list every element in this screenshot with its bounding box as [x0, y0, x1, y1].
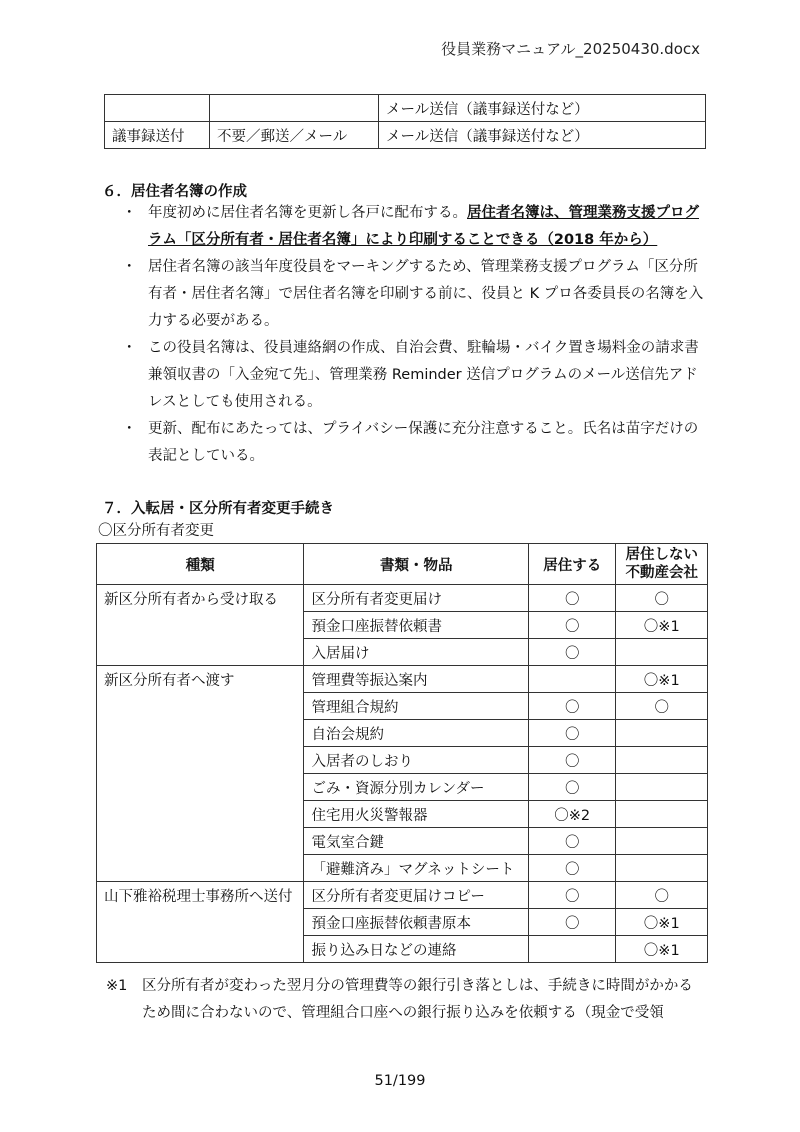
table-cell: 〇 [616, 585, 708, 612]
table-cell: 議事録送付 [105, 122, 210, 149]
table-cell: 〇※2 [528, 801, 616, 828]
table-cell [616, 639, 708, 666]
table-row [97, 612, 708, 639]
header-line: 不動産会社 [625, 565, 698, 581]
category-cell [97, 612, 304, 639]
category-cell [97, 909, 304, 936]
table-cell: メール送信（議事録送付など） [379, 95, 706, 122]
table-cell: 預金口座振替依頼書 [304, 612, 528, 639]
table-row [97, 720, 708, 747]
section6-bullets [122, 200, 712, 470]
table-row [97, 855, 708, 882]
table-row [97, 639, 708, 666]
table-cell: 〇 [528, 855, 616, 882]
header-cell: 書類・物品 [304, 544, 528, 585]
bullet-emphasis: 居住者名簿は、管理業務支援プログラム「区分所有者・居住者名簿」により印刷することできる（2018 年から） [148, 205, 699, 248]
table-cell [210, 95, 379, 122]
footnote [106, 973, 706, 1027]
table-cell: 〇 [616, 882, 708, 909]
bullet-icon: ・ [122, 205, 137, 221]
table-cell: 住宅用火災警報器 [304, 801, 528, 828]
table-row [97, 693, 708, 720]
footnote-text: 区分所有者が変わった翌月分の管理費等の銀行引き落としは、手続きに時間がかかるため間に合わないので、管理組合口座への銀行振り込みを依頼する（現金で受領 [142, 978, 693, 1021]
bullet-text: 年度初めに居住者名簿を更新し各戸に配布する。 [148, 205, 467, 221]
list-item [122, 200, 712, 254]
table-cell [616, 855, 708, 882]
list-item [122, 254, 712, 335]
table-cell [616, 828, 708, 855]
top-table [104, 94, 706, 149]
table-cell: 自治会規約 [304, 720, 528, 747]
category-cell: 山下雅裕税理士事務所へ送付 [97, 882, 304, 909]
table-row [97, 828, 708, 855]
table-cell: 〇 [528, 720, 616, 747]
header-cell: 居住する [528, 544, 616, 585]
table-cell [528, 666, 616, 693]
header-line: 居住しない [625, 547, 698, 563]
bullet-icon: ・ [122, 340, 137, 356]
table-cell: 電気室合鍵 [304, 828, 528, 855]
category-cell [97, 693, 304, 720]
table-row [97, 909, 708, 936]
table-cell: 〇※1 [616, 666, 708, 693]
table-cell: 〇※1 [616, 909, 708, 936]
table-cell [105, 95, 210, 122]
table-cell: 〇 [528, 747, 616, 774]
table-cell [528, 936, 616, 963]
table-cell [616, 747, 708, 774]
table-cell: 区分所有者変更届け [304, 585, 528, 612]
bullet-text: 更新、配布にあたっては、プライバシー保護に充分注意すること。氏名は苗字だけの表記としている。 [148, 421, 699, 464]
header-cell [616, 544, 708, 585]
table-cell [616, 774, 708, 801]
table-cell: 〇※1 [616, 936, 708, 963]
table-cell: 「避難済み」マグネットシート [304, 855, 528, 882]
footnote-mark: ※1 [106, 978, 128, 994]
list-item [122, 335, 712, 416]
table-row [97, 801, 708, 828]
bullet-icon: ・ [122, 259, 137, 275]
category-cell [97, 855, 304, 882]
table-cell: 管理費等振込案内 [304, 666, 528, 693]
table-cell: 管理組合規約 [304, 693, 528, 720]
table-cell: 区分所有者変更届けコピー [304, 882, 528, 909]
section7-subtitle: 〇区分所有者変更 [98, 523, 214, 539]
table-row [97, 882, 708, 909]
table-cell: 不要／郵送／メール [210, 122, 379, 149]
table-cell: 〇 [528, 882, 616, 909]
table-cell: 預金口座振替依頼書原本 [304, 909, 528, 936]
list-item [122, 416, 712, 470]
table-cell: 〇 [528, 612, 616, 639]
bullet-text: 居住者名簿の該当年度役員をマーキングするため、管理業務支援プログラム「区分所有者・居住者名簿」で居住者名簿を印刷する前に、役員と K プロ各委員長の名簿を入力する必要がある。 [148, 259, 704, 329]
section7-heading: ７．入転居・区分所有者変更手続き [102, 501, 334, 517]
table-cell [616, 720, 708, 747]
table-cell: 〇 [616, 693, 708, 720]
table-cell: 〇 [528, 585, 616, 612]
section6-heading: ６．居住者名簿の作成 [102, 184, 247, 200]
table-cell: ごみ・資源分別カレンダー [304, 774, 528, 801]
category-cell [97, 639, 304, 666]
table-row [97, 666, 708, 693]
category-cell: 新区分所有者から受け取る [97, 585, 304, 612]
table-cell: 〇 [528, 639, 616, 666]
table-cell: 入居者のしおり [304, 747, 528, 774]
category-cell [97, 747, 304, 774]
table-cell: 〇 [528, 774, 616, 801]
table-row [97, 585, 708, 612]
page-number: 51/199 [374, 1073, 426, 1089]
table-cell: 振り込み日などの連絡 [304, 936, 528, 963]
category-cell [97, 720, 304, 747]
table-row [97, 774, 708, 801]
table-cell: 〇 [528, 693, 616, 720]
bullet-icon: ・ [122, 421, 137, 437]
table-header-row [97, 544, 708, 585]
table-row [97, 936, 708, 963]
bullet-text: この役員名簿は、役員連絡網の作成、自治会費、駐輪場・バイク置き場料金の請求書兼領収書の「入金宛て先」、管理業務 Reminder 送信プログラムのメール送信先アドレスとしても使用される。 [148, 340, 699, 410]
header-cell: 種類 [97, 544, 304, 585]
table-cell: 〇※1 [616, 612, 708, 639]
table-row [105, 122, 706, 149]
table-row [97, 747, 708, 774]
category-cell [97, 936, 304, 963]
category-cell [97, 774, 304, 801]
category-cell [97, 828, 304, 855]
table-cell [616, 801, 708, 828]
category-cell: 新区分所有者へ渡す [97, 666, 304, 693]
document-filename: 役員業務マニュアル_20250430.docx [441, 40, 700, 58]
table-cell: メール送信（議事録送付など） [379, 122, 706, 149]
category-cell [97, 801, 304, 828]
table-cell: 入居届け [304, 639, 528, 666]
table-cell: 〇 [528, 828, 616, 855]
table-row [105, 95, 706, 122]
procedure-table [96, 543, 708, 963]
table-cell: 〇 [528, 909, 616, 936]
